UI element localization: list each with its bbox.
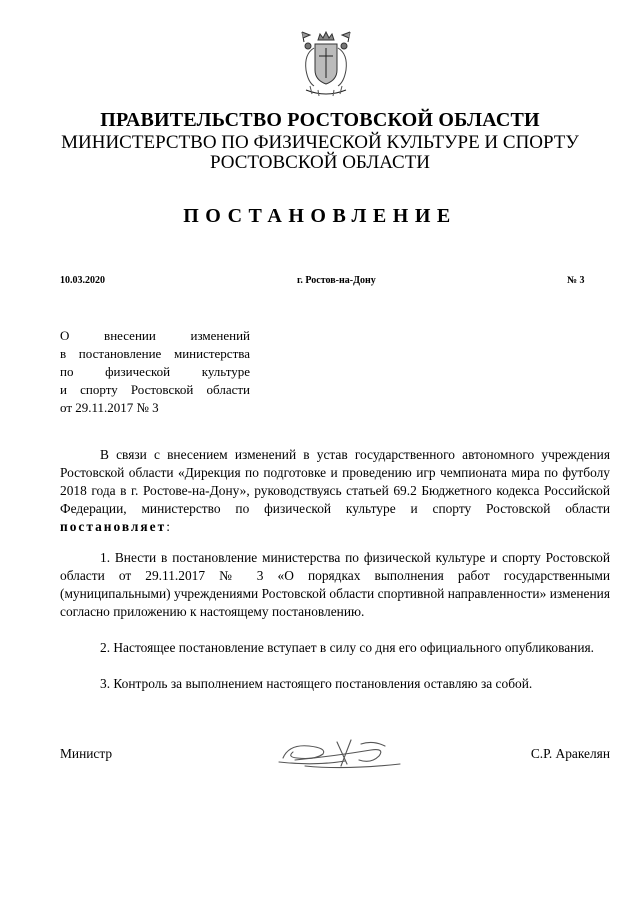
document-date: 10.03.2020 <box>60 275 105 286</box>
coat-of-arms-icon <box>298 30 354 100</box>
subject-line: по физической культуре <box>60 364 250 379</box>
government-title: ПРАВИТЕЛЬСТВО РОСТОВСКОЙ ОБЛАСТИ <box>100 109 540 131</box>
ministry-name-line1: МИНИСТЕРСТВО ПО ФИЗИЧЕСКОЙ КУЛЬТУРЕ И СПОРТУ <box>61 132 579 153</box>
signatory-name: С.Р. Аракелян <box>530 746 610 761</box>
decree-colon: : <box>166 519 170 534</box>
document-subject <box>60 327 250 417</box>
item-2-paragraph: 2. Настоящее постановление вступает в силу со дня его официального опубликования. <box>100 640 594 655</box>
subject-line: О внесении изменений <box>60 328 250 343</box>
ministry-name-line2: РОСТОВСКОЙ ОБЛАСТИ <box>209 152 431 173</box>
item-3-paragraph: 3. Контроль за выполнением настоящего постановления оставляю за собой. <box>100 676 533 691</box>
document-type-title: ПОСТАНОВЛЕНИЕ <box>183 205 457 227</box>
item-1-paragraph: 1. Внести в постановление министерства по физической культуре и спорту Ростовской области от 29.11.2017 № 3 «О порядках выполнения работ государственными (муниципальными) учреждениями Ростовской области спортивной направленности» изменения согласно приложению к настоящему постановлению. <box>60 550 610 619</box>
subject-line: от 29.11.2017 № 3 <box>60 400 159 415</box>
preamble-paragraph <box>60 446 610 536</box>
subject-line: и спорту Ростовской области <box>60 382 250 397</box>
handwritten-signature-icon <box>275 730 405 775</box>
decree-word: постановляет <box>60 519 167 534</box>
document-city: г. Ростов-на-Дону <box>297 275 376 286</box>
subject-line: в постановление министерства <box>60 346 250 361</box>
preamble-text: В связи с внесением изменений в устав государственного автономного учреждения Ростовской области «Дирекция по подготовке и проведению игр чемпионата мира по футболу 2018 года в г. Ростове-на-Дону», руководствуясь статьей 69.2 Бюджетного кодекса Российской Федерации, министерство по физической культуре и спорту Ростовской области <box>60 447 610 516</box>
document-number: № 3 <box>567 275 585 286</box>
signatory-title: Министр <box>60 746 113 761</box>
